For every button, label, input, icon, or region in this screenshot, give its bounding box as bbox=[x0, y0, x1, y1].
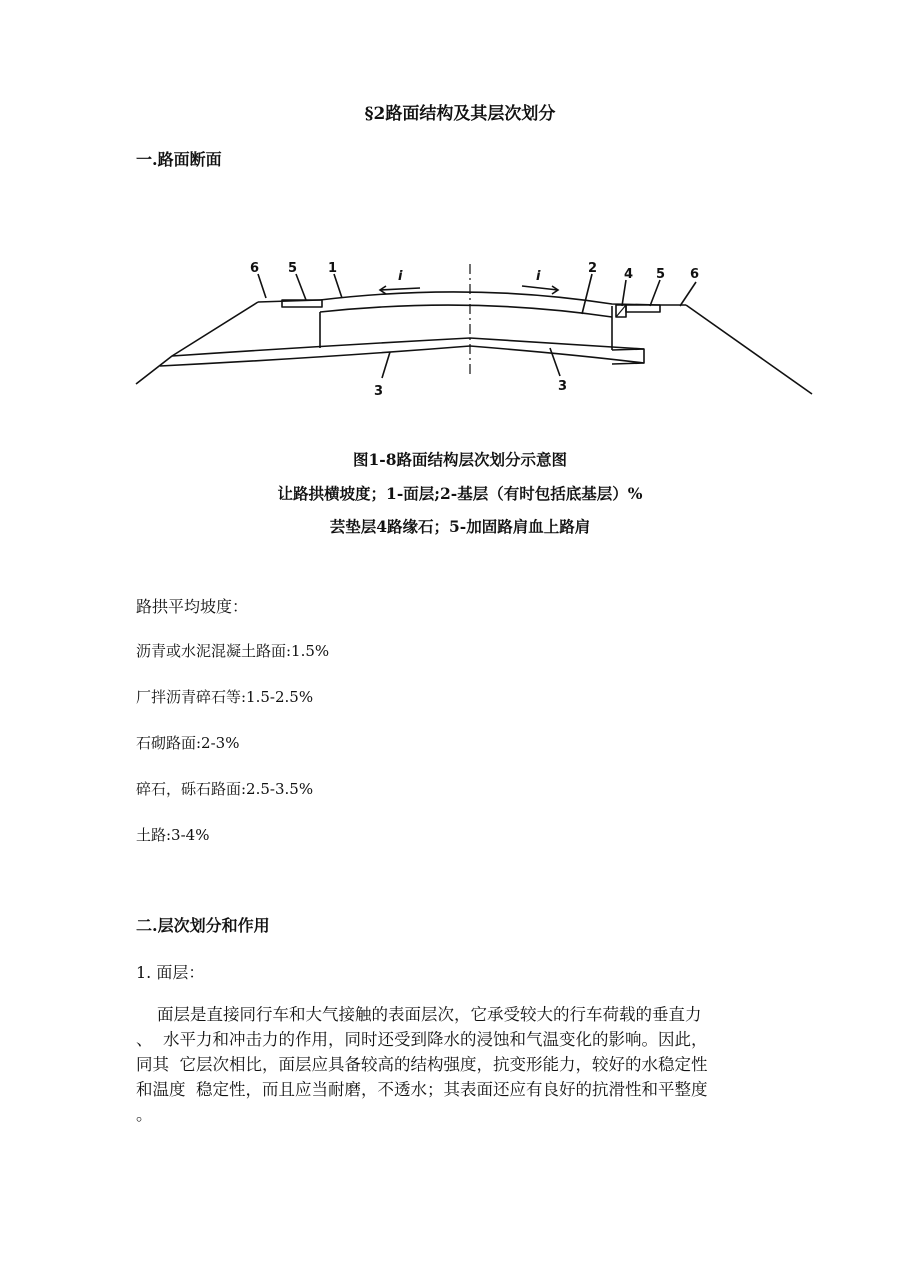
label-4: 4 bbox=[624, 267, 634, 282]
road-structure-diagram bbox=[130, 250, 820, 410]
page-title: §2路面结构及其层次划分 bbox=[364, 104, 556, 124]
section-heading-cross-section: 一.路面断面 bbox=[136, 150, 222, 169]
label-3-left: 3 bbox=[374, 384, 384, 399]
slope-heading: 路拱平均坡度： bbox=[136, 597, 249, 616]
leader-6-left bbox=[258, 274, 266, 298]
label-slope-left: i bbox=[398, 269, 403, 284]
label-slope-right: i bbox=[536, 269, 541, 284]
slope-item: 厂拌沥青碎石等:1.5-2.5% bbox=[136, 688, 314, 706]
leader-5-right bbox=[650, 280, 660, 306]
leader-5-left bbox=[296, 274, 306, 300]
slope-arrow-left bbox=[380, 288, 420, 290]
figure-caption-line-3: 芸垫层4路缘石；5-加固路肩血上路肩 bbox=[329, 517, 591, 536]
leader-6-right bbox=[680, 282, 696, 306]
slope-item: 沥青或水泥混凝土路面:1.5% bbox=[136, 642, 330, 660]
label-2: 2 bbox=[588, 261, 598, 276]
subsection-heading-surface: 1. 面层： bbox=[136, 963, 205, 982]
label-6-right: 6 bbox=[690, 267, 700, 282]
label-3-right: 3 bbox=[558, 379, 568, 394]
right-embankment-slope bbox=[686, 305, 812, 394]
leader-3-left bbox=[382, 352, 390, 378]
leader-3-right bbox=[550, 348, 560, 376]
base-layer-bottom bbox=[172, 338, 644, 356]
slope-item: 碎石，砾石路面:2.5-3.5% bbox=[136, 780, 314, 798]
leader-4 bbox=[622, 280, 626, 306]
slope-item: 土路:3-4% bbox=[136, 826, 210, 844]
left-embankment-slope bbox=[136, 302, 258, 384]
section-heading-layers: 二.层次划分和作用 bbox=[136, 916, 270, 935]
figure-caption-line-2: 让路拱横坡度；1-面层;2-基层（有时包括底基层）% bbox=[277, 484, 643, 503]
slope-item: 石砌路面:2-3% bbox=[136, 734, 240, 752]
paragraph-line: 同其 它层次相比，面层应具备较高的结构强度，抗变形能力，较好的水稳定性 bbox=[136, 1055, 708, 1074]
surface-layer-top bbox=[320, 292, 660, 305]
label-1: 1 bbox=[328, 261, 338, 276]
label-6-left: 6 bbox=[250, 261, 260, 276]
paragraph-line: 。 bbox=[136, 1105, 153, 1124]
surface-layer-paragraph bbox=[136, 1002, 786, 1127]
surface-layer-bottom bbox=[320, 305, 612, 317]
label-5-right: 5 bbox=[656, 267, 666, 282]
right-shoulder-reinforcement bbox=[626, 305, 660, 312]
subbase-bottom bbox=[160, 346, 644, 366]
paragraph-line: 、 水平力和冲击力的作用，同时还受到降水的浸蚀和气温变化的影响。因此， bbox=[136, 1030, 708, 1049]
leader-2 bbox=[582, 274, 592, 314]
figure-caption-title: 图1-8路面结构层次划分示意图 bbox=[352, 450, 567, 469]
paragraph-line: 面层是直接同行车和大气接触的表面层次，它承受较大的行车荷载的垂直力 bbox=[136, 1005, 702, 1024]
leader-1 bbox=[334, 274, 342, 298]
label-5-left: 5 bbox=[288, 261, 298, 276]
paragraph-line: 和温度 稳定性，而且应当耐磨，不透水；其表面还应有良好的抗滑性和平整度 bbox=[136, 1080, 708, 1099]
